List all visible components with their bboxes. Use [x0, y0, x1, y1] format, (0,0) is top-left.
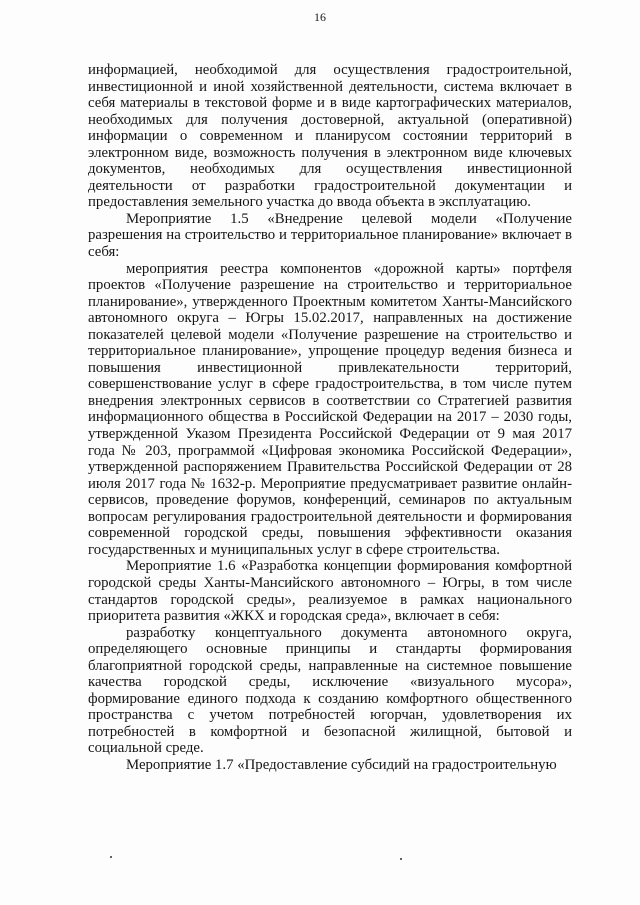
paragraph-3: мероприятия реестра компонентов «дорожной карты» портфеля проектов «Получение разрешение на строительство и территориальное планирование», утвержденного Проектным комитетом Ханты-Мансийского автономного округа – Югры 15.02.2017, направленных на достижение показателей целевой модели «Получение разрешение на строительство и территориальное планирование», упрощение процедур ведения бизнеса и повышения инвестиционной привлекательности территорий, совершенствование услуг в сфере градостроительства, в том числе путем внедрения электронных сервисов в соответствии со Стратегией развития информационного общества в Российской Федерации на 2017 – 2030 годы, утвержденной Указом Президента Российской Федерации от 9 мая 2017 года № 203, программой «Цифровая экономика Российской Федерации», утвержденной распоряжением Правительства Российской Федерации от 28 июля 2017 года № 1632-р. Мероприятие предусматривает развитие онлайн-сервисов, проведение форумов, конференций, семинаров по актуальным вопросам регулирования градостроительной деятельности и формирования современной городской среды, повышения эффективности оказания государственных и муниципальных услуг в сфере строительства. [88, 260, 572, 558]
paragraph-2: Мероприятие 1.5 «Внедрение целевой модели «Получение разрешения на строительство и территориальное планирование» включает в себя: [88, 210, 572, 261]
paragraph-1: информацией, необходимой для осуществления градостроительной, инвестиционной и иной хозяйственной деятельности, система включает в себя материалы в текстовой форме и в виде картографических материалов, необходимых для получения достоверной, актуальной (оперативной) информации о современном и планирусом состоянии территорий в электронном виде, возможность получения в электронном виде ключевых документов, необходимых для осуществления инвестиционной деятельности от разработки градостроительной документации и предоставления земельного участка до ввода объекта в эксплуатацию. [88, 62, 572, 211]
paragraph-5: разработку концептуального документа автономного округа, определяющего основные принципы и стандарты формирования благоприятной городской среды, направленные на системное повышение качества городской среды, исключение «визуального мусора», формирование единого подхода к созданию комфортного общественного пространства с учетом потребностей югорчан, удовлетворения их потребностей в комфортной и безопасной жилищной, бытовой и социальной среде. [88, 624, 572, 757]
scan-speck-left [110, 856, 112, 858]
paragraph-6: Мероприятие 1.7 «Предоставление субсидий на градостроительную [126, 756, 557, 773]
page-number: 16 [314, 10, 326, 24]
paragraph-4: Мероприятие 1.6 «Разработка концепции формирования комфортной городской среды Ханты-Мансийского автономного – Югры, в том числе стандартов городской среды», реализуемое в рамках национального приоритета развития «ЖКХ и городская среда», включает в себя: [88, 558, 572, 625]
document-body [88, 62, 572, 774]
scan-speck-right [400, 858, 402, 860]
